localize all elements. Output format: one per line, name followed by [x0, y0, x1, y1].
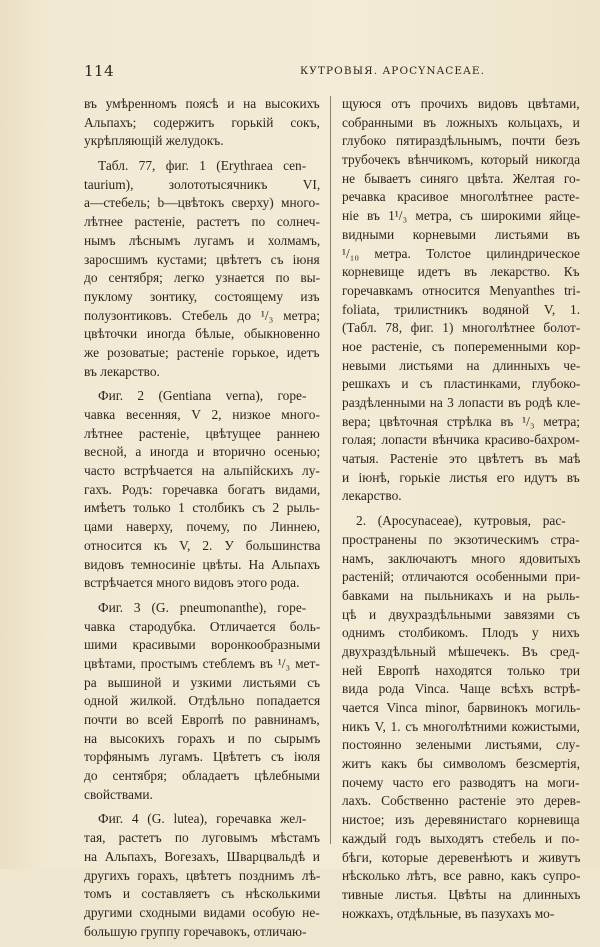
- text-line: цвѣтами, простымъ стеблемъ въ ¹/₃ мет-: [84, 655, 320, 671]
- text-line: голая; лопасти вѣнчика красиво-бахром-: [342, 432, 580, 448]
- text-line: вера; цвѣточная стрѣлка въ ¹/₃ метра;: [342, 413, 580, 429]
- text-line: пуклому зонтику, состоящему изъ: [84, 288, 320, 304]
- text-line: Фиг. 2 (Gentiana verna), горе-: [98, 388, 307, 404]
- text-line: почти во всей Европѣ по равнинамъ,: [84, 712, 320, 727]
- text-line: решкахъ и съ пластинками, глубоко-: [342, 376, 580, 392]
- text-line: taurium), золототысячникъ VI,: [84, 176, 320, 192]
- text-line: невыми листьями на длинныхъ че-: [342, 357, 580, 373]
- text-line: на высокихъ горахъ и по сырымъ: [84, 730, 320, 746]
- text-line: нѣсколько лѣтъ, все равно, какъ супро-: [342, 868, 580, 884]
- text-line: чается Vinca minor, барвинокъ могиль-: [342, 700, 580, 715]
- page-number: 114: [84, 62, 115, 80]
- text-line: видными корневыми листьями въ: [342, 226, 580, 242]
- text-line: постоянно зелеными листьями, слу-: [342, 737, 580, 753]
- paragraph: [84, 599, 320, 805]
- text-line: весной, а иногда и вторично осенью;: [84, 444, 320, 460]
- text-line: (Табл. 78, фиг. 1) многолѣтнее болот-: [342, 320, 580, 336]
- paragraph: [342, 95, 580, 506]
- left-column: [84, 95, 320, 947]
- text-line: видовъ темносиніе цвѣты. На Альпахъ: [84, 556, 320, 572]
- text-line: не бываетъ синяго цвѣта. Желтая го-: [342, 170, 580, 186]
- text-line: относится къ V, 2. У большинства: [84, 537, 320, 553]
- text-line: бѣги, которые деревенѣютъ и живутъ: [342, 849, 580, 865]
- text-line: лѣтнее растеніе, цвѣтущее раннею: [84, 425, 320, 441]
- text-line: тая, растетъ по луговымъ мѣстамъ: [84, 830, 320, 846]
- page-header: [84, 62, 556, 84]
- text-line: Табл. 77, фиг. 1 (Erythraea cen-: [98, 158, 307, 174]
- text-line: однимъ столбикомъ. Плодъ у нихъ: [342, 625, 580, 641]
- text-line: собранными въ ложныхъ кольцахъ, и: [342, 114, 580, 130]
- text-line: гахъ. Родъ: горечавка богатъ видами,: [84, 481, 320, 497]
- text-line: укрѣпляющій желудокъ.: [84, 133, 224, 149]
- paragraph: [84, 95, 320, 151]
- text-line: цѣ и двухраздѣльными завязями съ: [342, 606, 580, 622]
- text-line: раздѣленными на 3 лопасти въ родѣ кле-: [342, 395, 580, 410]
- text-line: встрѣчается много видовъ этого рода.: [84, 575, 300, 591]
- text-line: никъ V, 1. съ многолѣтними кожистыми,: [342, 718, 580, 734]
- text-line: ніе въ 1¹/₃ метра, съ широкими яйце-: [342, 208, 580, 224]
- text-line: растеній; отличаются особенными при-: [342, 569, 580, 585]
- text-line: речавка красивое многолѣтнее расте-: [342, 189, 580, 205]
- text-line: цвѣточки иногда бѣлые, обыкновенно: [84, 326, 320, 342]
- text-line: ножкахъ, отдѣльные, въ пазухахъ мо-: [342, 905, 555, 921]
- text-line: одной жилкой. Отдѣльно попадается: [84, 693, 320, 709]
- text-line: въ умѣренномъ поясѣ и на высокихъ: [84, 96, 320, 111]
- running-head: КУТРОВЫЯ. APOCYNACEAE.: [300, 65, 486, 77]
- text-line: шими красивыми воронкообразными: [84, 637, 320, 653]
- text-line: ра вышиной и узкими листьями съ: [84, 674, 320, 690]
- text-line: двухраздѣльный мѣшечекъ. Въ сред-: [342, 643, 580, 659]
- text-line: корневище идетъ въ лекарство. Къ: [342, 264, 580, 280]
- text-line: имѣетъ только 1 столбикъ съ 2 рыль-: [84, 500, 320, 516]
- text-line: лахъ. Собственно растеніе это дерев-: [342, 793, 580, 809]
- text-line: тивные листья. Цвѣты на длинныхъ: [342, 886, 580, 902]
- text-line: до сентября; обладаетъ цѣлебными: [84, 768, 320, 784]
- text-line: foliata, трилистникъ водяной V, 1.: [342, 301, 580, 317]
- text-line: лѣтнее растеніе, растетъ по солнеч-: [84, 214, 320, 230]
- text-line: полузонтиковъ. Стебель до ¹/₃ метра;: [84, 307, 320, 323]
- paragraph: [84, 810, 320, 941]
- text-line: Фиг. 4 (G. lutea), горечавка жел-: [98, 811, 307, 827]
- text-line: нистое; изъ деревянистаго корневища: [342, 812, 580, 828]
- text-line: лекарство.: [342, 488, 402, 504]
- text-line: заросшимъ кустами; цвѣтетъ съ іюня: [84, 251, 320, 267]
- text-line: щуюся отъ прочихъ видовъ цвѣтами,: [342, 96, 580, 111]
- text-line: горечавкамъ относится Menyanthes tri-: [342, 282, 580, 298]
- text-line: же розоватые; растеніе горькое, идетъ: [84, 344, 320, 360]
- text-line: каждый годъ выходятъ стебель и по-: [342, 830, 580, 846]
- text-line: часто встрѣчается на альпійскихъ лу-: [84, 463, 320, 479]
- text-line: чавка весенняя, V 2, низкое много-: [84, 407, 320, 422]
- text-line: нымъ лѣснымъ лугамъ и холмамъ,: [84, 232, 320, 248]
- text-line: ней Европѣ находятся только три: [342, 662, 580, 678]
- text-line: почему часто его разводятъ на моги-: [342, 774, 580, 790]
- text-line: другихъ горахъ, цвѣтетъ позднимъ лѣ-: [84, 867, 320, 883]
- text-line: торфянымъ лугамъ. Цвѣтетъ съ іюля: [84, 749, 320, 765]
- paragraph: [84, 387, 320, 593]
- text-line: пространены по экзотическимъ стра-: [342, 531, 580, 547]
- text-line: вида рода Vinca. Чаще всѣхъ встрѣ-: [342, 681, 580, 697]
- text-line: чатыя. Растеніе это цвѣтетъ въ маѣ: [342, 451, 580, 467]
- text-line: житъ какъ бы символомъ безсмертія,: [342, 756, 580, 772]
- text-line: Фиг. 3 (G. pneumonanthe), горе-: [98, 599, 307, 615]
- column-divider: [330, 96, 331, 844]
- text-line: на Альпахъ, Вогезахъ, Шварцвальдѣ и: [84, 848, 320, 864]
- text-line: трубочекъ вѣнчикомъ, который никогда: [342, 152, 580, 168]
- text-line: 2. (Apocynaceae), кутровыя, рас-: [356, 513, 566, 529]
- text-line: a—стебель; b—цвѣтокъ сверху) много-: [84, 195, 320, 211]
- text-line: чавка стародубка. Отличается боль-: [84, 618, 320, 634]
- text-line: и іюнѣ, горькіе листья его идутъ въ: [342, 469, 580, 485]
- text-line: ное растеніе, съ попеременными кор-: [342, 338, 580, 354]
- text-line: до сентября; легко узнается по вы-: [84, 270, 320, 286]
- text-line: Альпахъ; содержитъ горькій сокъ,: [84, 114, 320, 130]
- paragraph: [84, 157, 320, 381]
- text-line: въ лекарство.: [84, 363, 160, 379]
- text-line: цами наверху, почему, по Линнею,: [84, 519, 320, 535]
- text-line: глубоко пятираздѣльнымъ, почти безъ: [342, 133, 580, 149]
- text-line: бавками на пыльникахъ и на рыль-: [342, 587, 580, 603]
- text-line: свойствами.: [84, 786, 153, 802]
- text-line: намъ, заключаютъ много ядовитыхъ: [342, 550, 580, 566]
- text-line: другими сходными видами особую не-: [84, 904, 320, 920]
- text-line: большую группу горечавокъ, отличаю-: [84, 923, 307, 939]
- text-line: томъ и составляетъ съ нѣсколькими: [84, 886, 320, 902]
- paragraph: [342, 512, 580, 923]
- right-column: [342, 95, 580, 929]
- text-line: ¹/₁₀ метра. Толстое цилиндрическое: [342, 245, 580, 261]
